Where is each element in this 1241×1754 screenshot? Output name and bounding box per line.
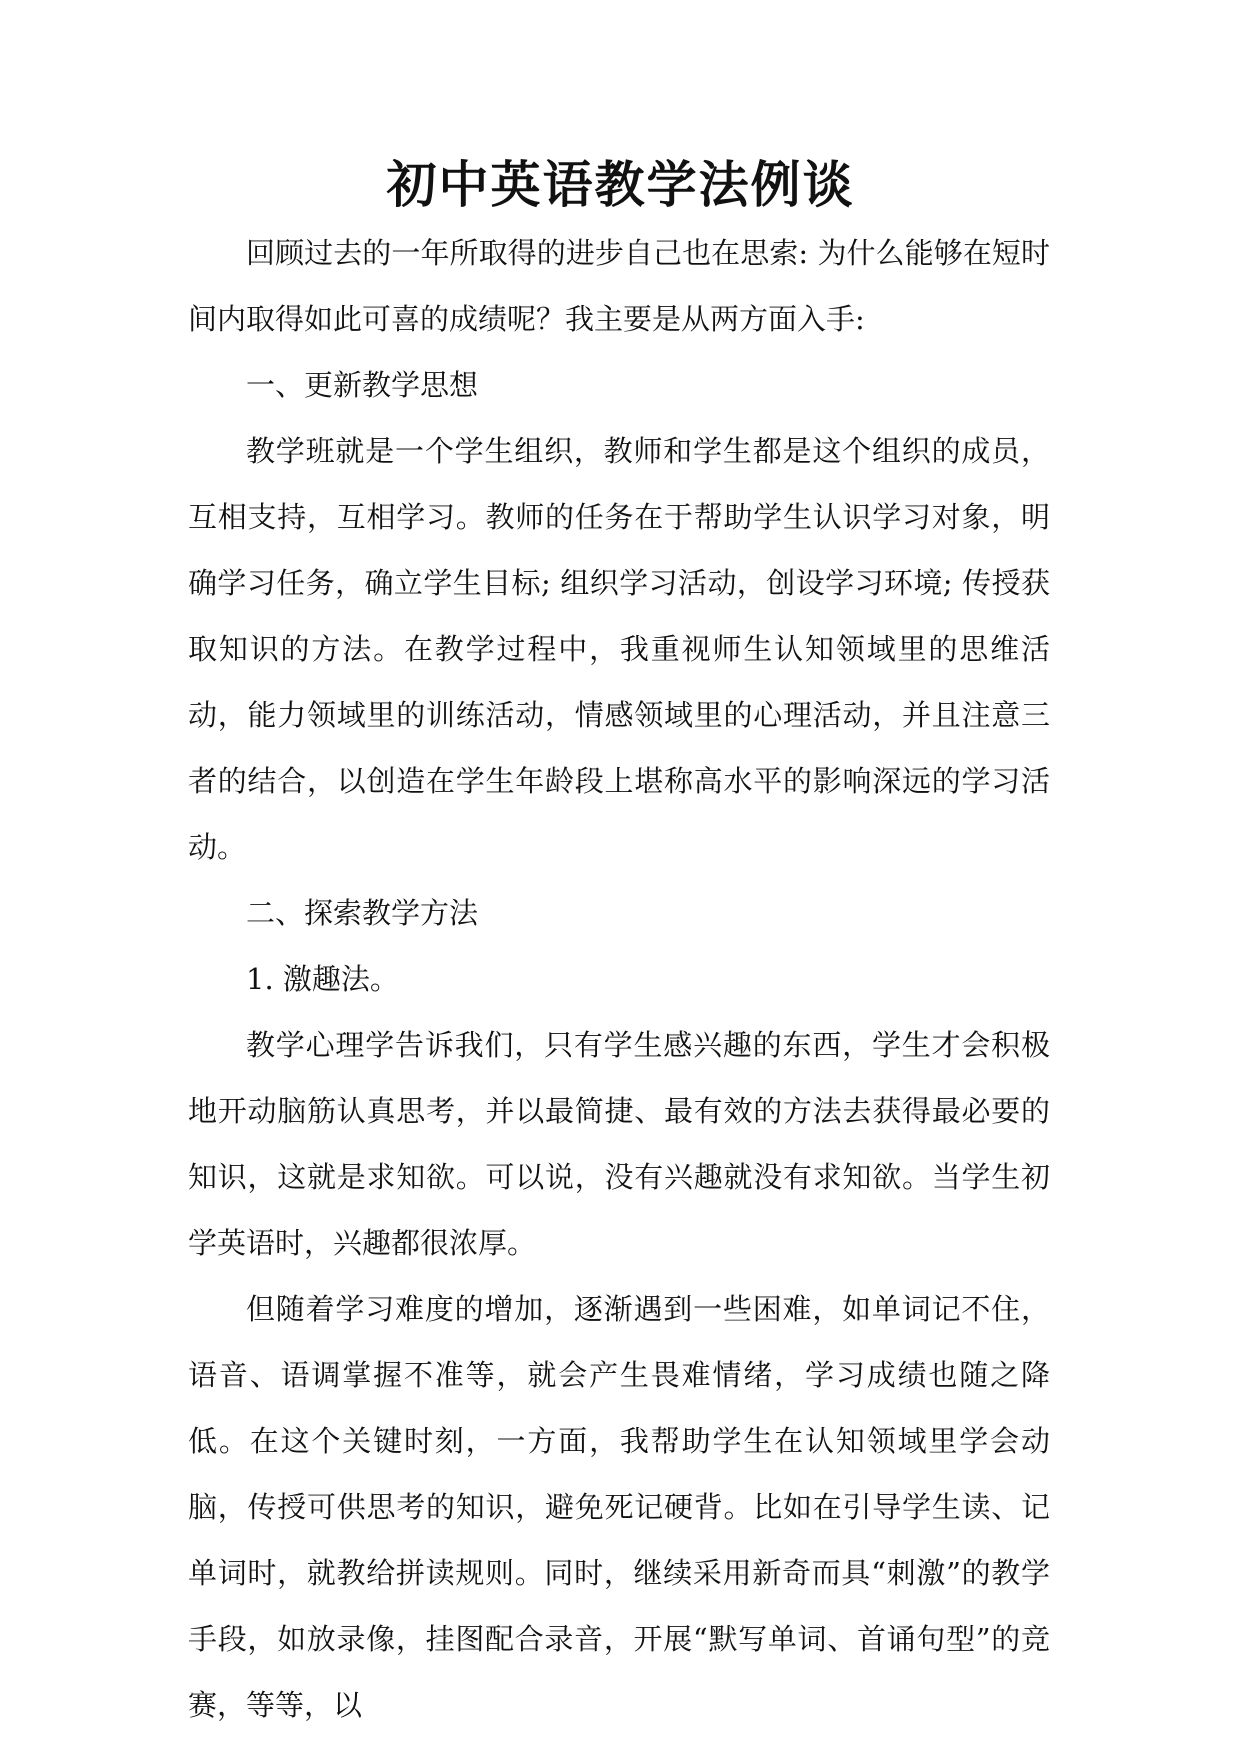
- section-1-paragraph: 教学班就是一个学生组织，教师和学生都是这个组织的成员，互相支持，互相学习。教师的任务在于帮助学生认识学习对象，明确学习任务，确立学生目标; 组织学习活动，创设学习环境; 传授获取知识的方法。在教学过程中，我重视师生认知领域里的思维活动，能力领域里的训练活动，情感领域里的心理活动，并且注意三者的结合，以创造在学生年龄段上堪称高水平的影响深远的学习活动。: [188, 434, 1050, 864]
- subsection-1-paragraph-2: 但随着学习难度的增加，逐渐遇到一些困难，如单词记不住，语音、语调掌握不准等，就会产生畏难情绪，学习成绩也随之降低。在这个关键时刻，一方面，我帮助学生在认知领域里学会动脑，传授可供思考的知识，避免死记硬背。比如在引导学生读、记单词时，就教给拼读规则。同时，继续采用新奇而具“刺激”的教学手段，如放录像，挂图配合录音，开展“默写单词、首诵句型”的竞赛，等等，以: [188, 1292, 1050, 1722]
- subsection-1-paragraph-1: 教学心理学告诉我们，只有学生感兴趣的东西，学生才会积极地开动脑筋认真思考，并以最简捷、最有效的方法去获得最必要的知识，这就是求知欲。可以说，没有兴趣就没有求知欲。当学生初学英语时，兴趣都很浓厚。: [188, 1028, 1050, 1260]
- intro-paragraph: 回顾过去的一年所取得的进步自己也在思索: 为什么能够在短时间内取得如此可喜的成绩呢？我主要是从两方面入手:: [188, 236, 1050, 336]
- section-heading-1: 一、更新教学思想: [246, 368, 479, 402]
- document-body: [188, 220, 1050, 1738]
- section-heading-2: 二、探索教学方法: [246, 896, 479, 930]
- subsection-heading-1: 1. 激趣法。: [246, 962, 399, 996]
- document-title: 初中英语教学法例谈: [386, 155, 855, 214]
